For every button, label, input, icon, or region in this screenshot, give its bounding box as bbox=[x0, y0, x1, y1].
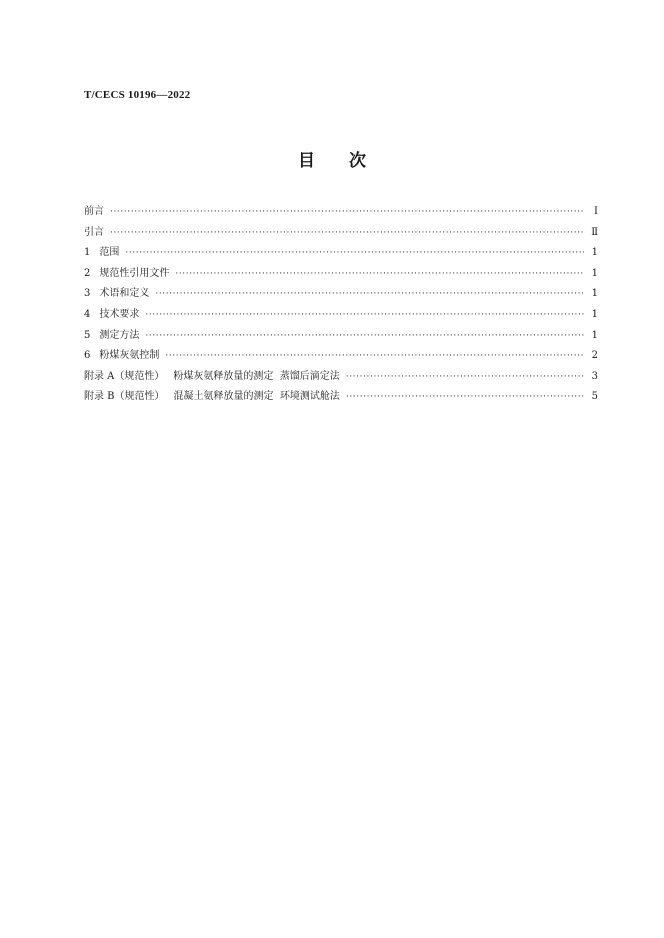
toc-entry-foreword[interactable] bbox=[84, 202, 598, 223]
toc-entry-test-methods[interactable] bbox=[84, 326, 598, 347]
toc-entry-number: 附录 A（规范性） bbox=[84, 370, 165, 382]
toc-entry-ammonia-control[interactable] bbox=[84, 346, 598, 367]
table-of-contents bbox=[84, 202, 598, 408]
toc-entry-title: 引言 bbox=[84, 226, 104, 238]
toc-entry-number: 4 bbox=[84, 308, 91, 320]
toc-entry-title: 粉煤灰氨控制 bbox=[99, 350, 160, 362]
dot-leader bbox=[155, 289, 584, 299]
toc-entry-number: 3 bbox=[84, 288, 91, 300]
dot-leader bbox=[346, 372, 584, 382]
toc-page-number: 1 bbox=[591, 247, 598, 259]
dot-leader bbox=[145, 310, 584, 320]
dot-leader bbox=[145, 331, 584, 341]
toc-entry-terms-definitions[interactable] bbox=[84, 284, 598, 305]
toc-entry-scope[interactable] bbox=[84, 243, 598, 264]
dot-leader bbox=[165, 351, 584, 361]
toc-entry-title: 测定方法 bbox=[99, 329, 140, 341]
toc-page-number: 1 bbox=[591, 288, 598, 300]
toc-entry-title: 粉煤灰氨释放量的测定 蒸馏后滴定法 bbox=[173, 370, 340, 382]
toc-entry-number: 附录 B（规范性） bbox=[84, 391, 165, 403]
toc-entry-title: 术语和定义 bbox=[99, 288, 150, 300]
toc-entry-number: 2 bbox=[84, 267, 91, 279]
toc-entry-number: 1 bbox=[84, 247, 91, 259]
toc-entry-normative-references[interactable] bbox=[84, 264, 598, 285]
toc-page-number: Ⅱ bbox=[591, 226, 598, 238]
toc-page-number: Ⅰ bbox=[594, 206, 598, 217]
toc-entry-title: 技术要求 bbox=[99, 308, 140, 320]
dot-leader bbox=[110, 228, 584, 238]
toc-entry-title: 规范性引用文件 bbox=[99, 267, 170, 279]
dot-leader bbox=[175, 269, 584, 279]
toc-entry-number: 6 bbox=[84, 350, 91, 362]
toc-entry-number: 5 bbox=[84, 329, 91, 341]
dot-leader bbox=[110, 207, 584, 217]
toc-entry-introduction[interactable] bbox=[84, 223, 598, 244]
toc-entry-annex-b[interactable] bbox=[84, 387, 598, 408]
toc-entry-title: 混凝土氨释放量的测定 环境测试舱法 bbox=[173, 391, 340, 403]
toc-page-number: 2 bbox=[591, 350, 598, 362]
toc-page-number: 1 bbox=[591, 308, 598, 320]
page-title: 目次 bbox=[298, 151, 400, 171]
toc-page-number: 1 bbox=[591, 267, 598, 279]
dot-leader bbox=[346, 392, 584, 402]
toc-page-number: 1 bbox=[591, 329, 598, 341]
toc-entry-technical-requirements[interactable] bbox=[84, 305, 598, 326]
toc-entry-title: 前言 bbox=[84, 206, 104, 217]
toc-page-number: 3 bbox=[591, 370, 598, 382]
dot-leader bbox=[125, 248, 584, 258]
toc-entry-annex-a[interactable] bbox=[84, 367, 598, 388]
toc-page-number: 5 bbox=[591, 391, 598, 403]
toc-entry-title: 范围 bbox=[99, 247, 120, 259]
document-code: T/CECS 10196—2022 bbox=[84, 89, 191, 101]
